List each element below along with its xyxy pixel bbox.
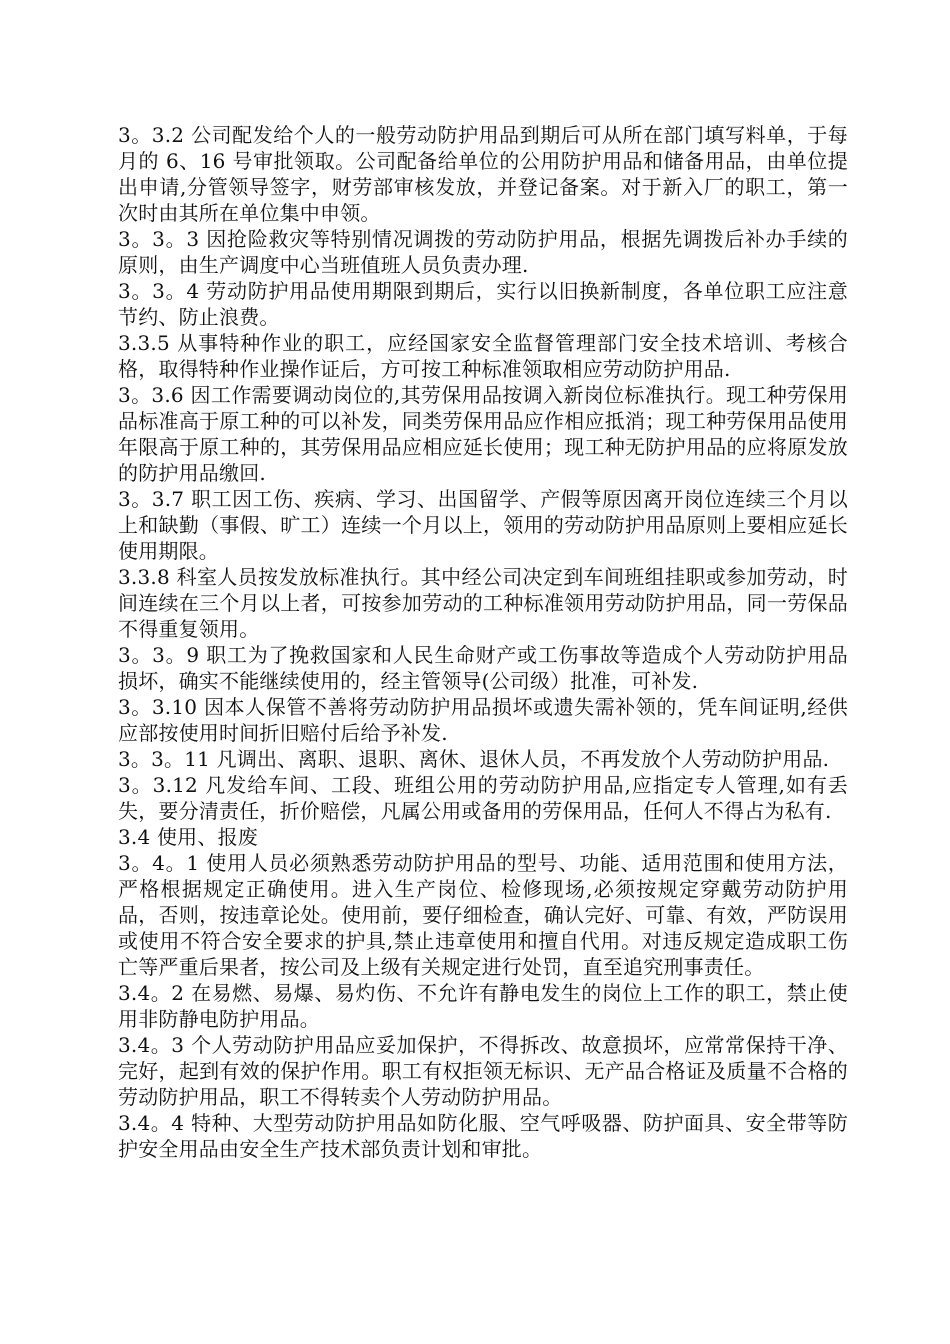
paragraph-3-3-5: 3.3.5 从事特种作业的职工，应经国家安全监督管理部门安全技术培训、考核合格，取得特种作业操作证后，方可按工种标准领取相应劳动防护用品. (118, 331, 848, 381)
paragraph-3-3-3: 3。3。3 因抢险救灾等特别情况调拨的劳动防护用品，根据先调拨后补办手续的原则，由生产调度中心当班值班人员负责办理. (118, 227, 848, 277)
paragraph-3-4-4: 3.4。4 特种、大型劳动防护用品如防化服、空气呼吸器、防护面具、安全带等防护安全用品由安全生产技术部负责计划和审批。 (118, 1111, 848, 1161)
paragraph-3-3-4: 3。3。4 劳动防护用品使用期限到期后，实行以旧换新制度，各单位职工应注意节约、防止浪费。 (118, 279, 848, 329)
paragraph-3-3-10: 3。3.10 因本人保管不善将劳动防护用品损坏或遗失需补领的，凭车间证明,经供应部按使用时间折旧赔付后给予补发. (118, 695, 848, 745)
paragraph-3-3-12: 3。3.12 凡发给车间、工段、班组公用的劳动防护用品,应指定专人管理,如有丢失，要分清责任，折价赔偿，凡属公用或备用的劳保用品，任何人不得占为私有. (118, 773, 848, 823)
document-body (118, 122, 848, 1162)
paragraph-3-3-8: 3.3.8 科室人员按发放标准执行。其中经公司决定到车间班组挂职或参加劳动，时间连续在三个月以上者，可按参加劳动的工种标准领用劳动防护用品，同一劳保品不得重复领用。 (118, 565, 848, 641)
paragraph-3-4-1: 3。4。1 使用人员必须熟悉劳动防护用品的型号、功能、适用范围和使用方法，严格根据规定正确使用。进入生产岗位、检修现场,必须按规定穿戴劳动防护用品，否则，按违章论处。使用前，要仔细检查，确认完好、可靠、有效，严防误用或使用不符合安全要求的护具,禁止违章使用和擅自代用。对违反规定造成职工伤亡等严重后果者，按公司及上级有关规定进行处罚，直至追究刑事责任。 (118, 851, 848, 979)
section-heading-3-4: 3.4 使用、报废 (118, 825, 258, 849)
paragraph-3-3-11: 3。3。11 凡调出、离职、退职、离休、退休人员，不再发放个人劳动防护用品. (118, 747, 830, 771)
paragraph-3-3-2: 3。3.2 公司配发给个人的一般劳动防护用品到期后可从所在部门填写料单，于每月的 6、16 号审批领取。公司配备给单位的公用防护用品和储备用品，由单位提出申请,分管领导签字，财劳部审核发放，并登记备案。对于新入厂的职工，第一次时由其所在单位集中申领。 (118, 123, 848, 225)
paragraph-3-4-3: 3.4。3 个人劳动防护用品应妥加保护，不得拆改、故意损坏，应常常保持干净、完好，起到有效的保护作用。职工有权拒领无标识、无产品合格证及质量不合格的劳动防护用品，职工不得转卖个人劳动防护用品。 (118, 1033, 848, 1109)
paragraph-3-3-6: 3。3.6 因工作需要调动岗位的,其劳保用品按调入新岗位标准执行。现工种劳保用品标准高于原工种的可以补发，同类劳保用品应作相应抵消；现工种劳保用品使用年限高于原工种的，其劳保用品应相应延长使用；现工种无防护用品的应将原发放的防护用品缴回. (118, 383, 848, 485)
paragraph-3-3-9: 3。3。9 职工为了挽救国家和人民生命财产或工伤事故等造成个人劳动防护用品损坏，确实不能继续使用的，经主管领导(公司级）批准，可补发. (118, 643, 848, 693)
paragraph-3-3-7: 3。3.7 职工因工伤、疾病、学习、出国留学、产假等原因离开岗位连续三个月以上和缺勤（事假、旷工）连续一个月以上，领用的劳动防护用品原则上要相应延长使用期限。 (118, 487, 848, 563)
paragraph-3-4-2: 3.4。2 在易燃、易爆、易灼伤、不允许有静电发生的岗位上工作的职工，禁止使用非防静电防护用品。 (118, 981, 848, 1031)
